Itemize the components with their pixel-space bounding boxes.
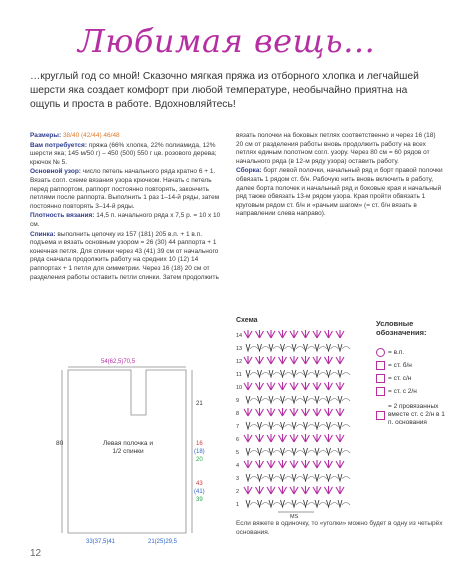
stitch-fan [325,486,333,494]
stitch-fan [256,382,264,390]
row-number: 11 [236,372,242,378]
stitch-mark [304,448,308,455]
row-number: 14 [236,333,243,339]
stitch-fan [325,434,333,442]
chain-arc [285,451,293,454]
stitch-mark [292,474,296,481]
chain-arc [342,373,350,376]
chain-arc [319,399,327,402]
pattern-value: число петель начального ряда кратно 6 + 1. Вязать согл. схеме вязания узора крючком. Начать с петель перед раппортом, раппорт постоянно повторять, закончить петлями после раппорта. Выполнить 1 раз 1–14-й ряды, затем постоянно повторять 3–14-й ряды. [30,168,220,210]
stitch-fan [313,382,321,390]
chain-arc [319,503,327,506]
stitch-fan [256,330,264,338]
assembly-value: борт левой полочки, начальный ряд и борт правой полочки обвязать 1 рядом ст. б/н. Рабочую нить вновь включить в работу, далее борта полочек и начальный ряд и боковые края и начальный ряд также обвязать 13-м рядом узора. Края пройти обвязать 1 круговым рядом ст. б/н и «рачьим шагом» (= ст. б/н вязать в направлении слева направо). [236,167,443,218]
stitch-symbol-icon [376,361,385,370]
stitch-fan [279,434,287,442]
stitch-mark [258,370,262,377]
stitch-fan [313,460,321,468]
stitch-mark [338,500,342,507]
chain-arc [250,425,258,428]
stitch-fan [336,486,344,494]
back-label: Спинка: [30,230,56,238]
stitch-mark [258,422,262,429]
stitch-mark [281,500,285,507]
stitch-mark [292,370,296,377]
stitch-mark [315,474,319,481]
stitch-mark [246,500,250,507]
stitch-mark [338,370,342,377]
stitch-fan [290,330,298,338]
stitch-mark [269,500,273,507]
sizes-line [30,132,224,141]
assembly-label: Сборка: [236,167,262,175]
stitch-fan [279,382,287,390]
stitch-mark [304,396,308,403]
stitch-mark [304,344,308,351]
stitch-fan [279,330,287,338]
chain-arc [319,477,327,480]
stitch-fan [302,356,310,364]
materials-line [30,142,224,168]
stitch-fan [325,408,333,416]
stitch-fan [336,460,344,468]
chain-arc [319,425,327,428]
chain-arc [250,477,258,480]
chain-arc [331,373,339,376]
stitch-mark [292,500,296,507]
chain-arc [308,373,316,376]
intro-text: …круглый год со мной! Сказочно мягкая пряжа из отборного хлопка и легчайшей шерсти яка создает комфорт при любой температуре, необычайно приятна на ощупь и проста в работе. Вдохновляйтесь! [30,71,419,110]
chain-arc [308,347,316,350]
chain-arc [308,451,316,454]
stitch-fan [279,408,287,416]
stitch-mark [304,422,308,429]
bottom-note: Если вяжете в одиночку, то «уголки» можно будет в одну из четырёх основания. [236,520,443,536]
stitch-fan [302,408,310,416]
row-number: 8 [236,411,240,417]
stitch-fan [256,460,264,468]
chain-arc [262,373,270,376]
legend-title: Условные обозначения: [376,319,427,337]
chain-arc [285,373,293,376]
stitch-fan [279,460,287,468]
stitch-mark [292,422,296,429]
stitch-mark [292,344,296,351]
stitch-fan [267,460,275,468]
chain-arc [296,503,304,506]
dim-top: 54(62,5)70,5 [101,359,136,365]
chain-arc [273,399,281,402]
dim-41: (41) [194,489,205,495]
stitch-fan [267,382,275,390]
stitch-fan [290,356,298,364]
legend-item [376,403,448,427]
chain-arc [319,451,327,454]
stitch-fan [244,434,252,442]
dim-height: 80 [56,440,64,447]
stitch-fan [267,434,275,442]
stitch-mark [258,396,262,403]
chain-arc [331,399,339,402]
materials-label: Вам потребуется: [30,141,87,149]
density-value: 14,5 п. начального ряда х 7,5 р. = 10 х 10 см. [30,212,221,228]
chain-arc [331,425,339,428]
stitch-mark [327,370,331,377]
repeat-label: МS [290,514,299,520]
chain-arc [285,477,293,480]
sizes-value: 38/40 (42/44) 46/48 [62,132,120,139]
stitch-mark [327,448,331,455]
right-column [236,132,444,220]
chain-arc [296,425,304,428]
stitch-fan [313,408,321,416]
legend-item [376,348,404,357]
stitch-mark [315,448,319,455]
chain-arc [285,503,293,506]
stitch-mark [315,422,319,429]
stitch-mark [327,422,331,429]
materials-value: пряжа (66% хлопка, 22% полиамида, 12% шерсти яка; 145 м/50 г) – 450 (500) 550 г цв. розового дерева; крючок № 5. [30,141,217,166]
chain-arc [308,477,316,480]
stitch-fan [325,460,333,468]
chain-arc [273,451,281,454]
stitch-fan [244,330,252,338]
chain-arc [296,399,304,402]
stitch-mark [246,474,250,481]
stitch-fan [256,486,264,494]
chain-arc [250,347,258,350]
stitch-mark [315,500,319,507]
stitch-fan [256,356,264,364]
chain-arc [342,425,350,428]
row-number: 4 [236,463,240,469]
stitch-mark [315,370,319,377]
stitch-mark [338,344,342,351]
stitch-fan [336,356,344,364]
stitch-mark [258,344,262,351]
dim-bottom-right: 21(25)29,5 [148,539,178,545]
stitch-fan [313,486,321,494]
chain-arc [342,503,350,506]
chain-arc [319,347,327,350]
assembly-line [236,167,444,219]
row-number: 13 [236,346,243,352]
chain-arc [262,503,270,506]
chain-arc [262,451,270,454]
chain-arc [285,399,293,402]
stitch-fan [244,486,252,494]
fronts-text: вязать полочки на боковых петлях соответственно и через 16 (18) 20 см от разделения работы вновь продолжить работу на всех петлях единым полотном согл. узору. Через 80 см = 60 рядов от начального ряда (в 12-м ряду узора) оставить работу. [236,132,436,165]
chain-arc [285,347,293,350]
stitch-fan [290,486,298,494]
chain-arc [250,451,258,454]
chain-arc [262,425,270,428]
chain-arc [308,503,316,506]
stitch-symbol-icon [376,374,385,383]
row-number: 1 [236,502,240,508]
stitch-mark [246,422,250,429]
stitch-symbol-icon [376,348,385,357]
chain-arc [273,425,281,428]
page-title: Любимая вещь… [78,22,376,60]
stitch-fan [244,408,252,416]
dim-39: 39 [196,497,203,503]
stitch-fan [290,408,298,416]
stitch-mark [327,500,331,507]
stitch-mark [246,370,250,377]
chain-arc [342,347,350,350]
stitch-fan [336,408,344,416]
back-line [30,231,224,283]
row-number: 12 [236,359,243,365]
pattern-line [30,168,224,211]
stitch-mark [269,396,273,403]
chain-arc [342,451,350,454]
stitch-mark [281,422,285,429]
stitch-fan [336,330,344,338]
legend-label: = в.п. [388,348,405,356]
chain-arc [250,503,258,506]
schematic-label: Левая полочка и 1/2 спинки [103,440,153,455]
legend-item [376,361,412,370]
row-number: 6 [236,437,240,443]
legend-item [376,374,411,383]
chain-arc [342,477,350,480]
legend-label: = ст. б/н [388,361,412,369]
stitch-fan [267,330,275,338]
back-value: выполнить цепочку из 157 (181) 205 в.п. + 1 в.п. подъема и вязать основным узором = 26 (30) 44 раппорта + 1 конечная петля. Для спинки через 43 (41) 39 см от начального ряда сначала продолжить работу на средних 10 (12) 14 раппортах + 1 петля для симметрии. Через 16 (18) 20 см от разделения работы оставить петли спинки. Затем продолжить [30,230,219,281]
stitch-mark [338,422,342,429]
stitch-fan [267,486,275,494]
stitch-fan [313,356,321,364]
chain-arc [296,477,304,480]
row-number: 10 [236,385,243,391]
stitch-mark [327,344,331,351]
page-number: 12 [30,548,42,559]
stitch-mark [258,500,262,507]
stitch-mark [269,344,273,351]
row-number: 5 [236,450,240,456]
stitch-symbol-icon [376,387,385,396]
stitch-mark [281,344,285,351]
stitch-mark [338,474,342,481]
garment-schematic [56,345,224,550]
chain-arc [273,477,281,480]
schema-title: Схема [236,317,258,324]
stitch-fan [313,434,321,442]
chain-arc [331,477,339,480]
chain-arc [262,477,270,480]
chain-arc [250,373,258,376]
stitch-mark [281,474,285,481]
stitch-mark [281,396,285,403]
stitch-mark [258,448,262,455]
stitch-fan [290,382,298,390]
stitch-fan [256,434,264,442]
chain-arc [273,503,281,506]
stitch-fan [302,382,310,390]
stitch-mark [304,474,308,481]
chain-arc [319,373,327,376]
stitch-mark [338,448,342,455]
dim-20: 20 [196,457,203,463]
stitch-mark [304,370,308,377]
stitch-mark [292,448,296,455]
stitch-fan [336,434,344,442]
stitch-mark [269,474,273,481]
row-number: 3 [236,476,240,482]
stitch-fan [302,460,310,468]
dim-16: 16 [196,441,203,447]
stitch-mark [281,370,285,377]
density-line [30,212,224,229]
chain-arc [308,425,316,428]
stitch-fan [279,356,287,364]
left-column [30,132,224,283]
stitch-fan [325,382,333,390]
legend-label: = ст. с 2/н [388,387,417,395]
stitch-fan [313,330,321,338]
stitch-mark [269,422,273,429]
stitch-symbol-icon [376,411,385,420]
chain-arc [285,425,293,428]
stitch-fan [267,356,275,364]
stitch-mark [246,396,250,403]
legend-label: = ст. с/н [388,374,412,382]
chain-arc [273,373,281,376]
sizes-label: Размеры: [30,132,62,139]
dim-21: 21 [196,401,203,407]
dim-43: 43 [196,481,203,487]
stitch-mark [292,396,296,403]
stitch-fan [302,330,310,338]
stitch-mark [315,396,319,403]
dim-18: (18) [194,449,205,455]
chain-arc [296,347,304,350]
legend-item [376,387,417,396]
crochet-chart [236,326,354,522]
stitch-fan [290,460,298,468]
stitch-mark [315,344,319,351]
stitch-fan [325,330,333,338]
stitch-fan [336,382,344,390]
stitch-fan [244,460,252,468]
row-number: 7 [236,424,240,430]
legend-label: = 2 провязанных вместе ст. с 2/н в 1 п. основания [388,403,445,426]
chain-arc [331,503,339,506]
stitch-fan [325,356,333,364]
stitch-mark [281,448,285,455]
chain-arc [296,373,304,376]
stitch-mark [246,448,250,455]
chain-arc [331,347,339,350]
chain-arc [250,399,258,402]
chain-arc [296,451,304,454]
stitch-mark [258,474,262,481]
stitch-fan [290,434,298,442]
stitch-fan [267,408,275,416]
stitch-fan [256,408,264,416]
stitch-mark [304,500,308,507]
chain-arc [262,347,270,350]
stitch-fan [302,434,310,442]
chain-arc [331,451,339,454]
stitch-fan [279,486,287,494]
stitch-mark [327,474,331,481]
stitch-mark [338,396,342,403]
chain-arc [262,399,270,402]
stitch-mark [269,370,273,377]
chain-arc [273,347,281,350]
stitch-mark [269,448,273,455]
chain-arc [342,399,350,402]
stitch-fan [244,356,252,364]
stitch-fan [302,486,310,494]
chain-arc [308,399,316,402]
row-number: 9 [236,398,240,404]
pattern-label: Основной узор: [30,168,81,176]
stitch-mark [246,344,250,351]
dim-bottom-left: 33(37,5)41 [86,539,116,545]
stitch-fan [244,382,252,390]
density-label: Плотность вязания: [30,212,95,220]
stitch-mark [327,396,331,403]
row-number: 2 [236,489,240,495]
